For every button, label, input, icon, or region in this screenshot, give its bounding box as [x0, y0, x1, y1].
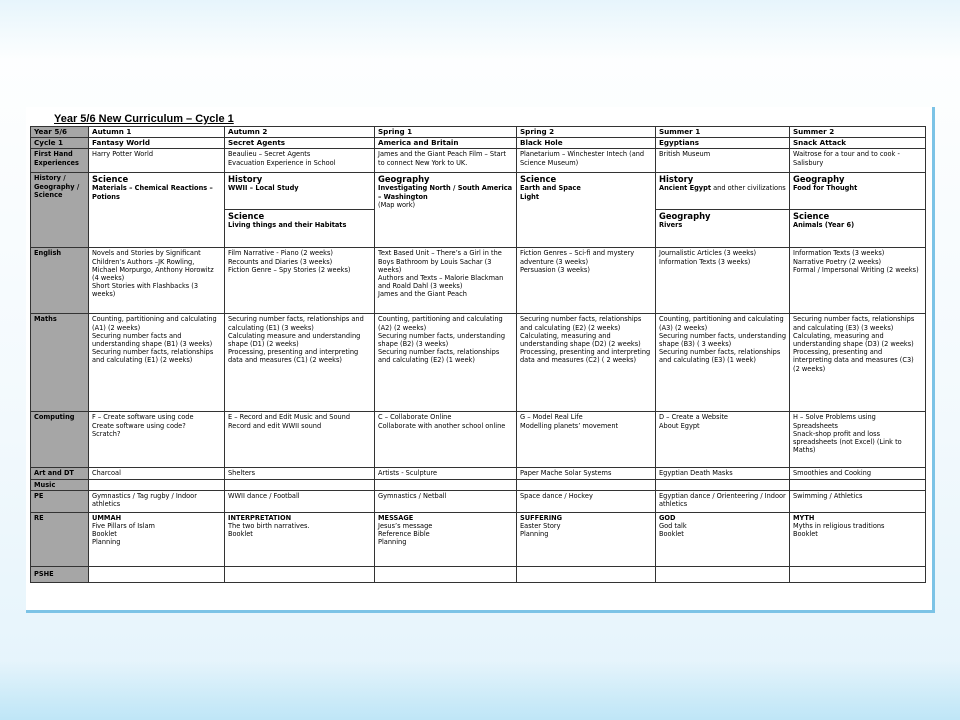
- art-cell: Smoothies and Cooking: [790, 468, 926, 479]
- term-spring-2: Spring 2: [517, 127, 656, 138]
- topic-cell: Secret Agents: [225, 138, 375, 149]
- row-label: Art and DT: [31, 468, 89, 479]
- subject-heading: Science: [520, 174, 557, 185]
- computing-cell: H – Solve Problems using Spreadsheets Snack-shop profit and loss spreadsheets (not Excel) (Link to Maths): [790, 412, 926, 468]
- re-heading: SUFFERING: [520, 513, 563, 522]
- pe-cell: Egyptian dance / Orienteering / Indoor athletics: [656, 490, 790, 512]
- music-cell: [375, 479, 517, 490]
- art-cell: Charcoal: [89, 468, 225, 479]
- hgs-cell-summer-1b: [656, 210, 790, 248]
- art-cell: Artists - Sculpture: [375, 468, 517, 479]
- computing-cell: F – Create software using code Create software using code? Scratch?: [89, 412, 225, 468]
- computing-cell: C – Collaborate Online Collaborate with another school online: [375, 412, 517, 468]
- first-hand-cell: James and the Giant Peach Film – Start to connect New York to UK.: [375, 149, 517, 173]
- subject-topic: Animals (Year 6): [793, 221, 855, 230]
- english-cell: Text Based Unit – There’s a Girl in the Boys Bathroom by Louis Sachar (3 weeks) Authors and Texts – Malorie Blackman and Roald Dahl (3 weeks) James and the Giant Peach: [375, 248, 517, 314]
- pshe-cell: [375, 566, 517, 582]
- pshe-row: [31, 566, 926, 582]
- re-heading: GOD: [659, 513, 676, 522]
- header-row: [31, 127, 926, 138]
- re-cell: [517, 512, 656, 566]
- computing-row: [31, 412, 926, 468]
- english-cell: Journalistic Articles (3 weeks) Information Texts (3 weeks): [656, 248, 790, 314]
- music-cell: [89, 479, 225, 490]
- topic-cell: America and Britain: [375, 138, 517, 149]
- art-cell: Egyptian Death Masks: [656, 468, 790, 479]
- subject-topic: Food for Thought: [793, 184, 858, 193]
- re-cell: [790, 512, 926, 566]
- first-hand-row: [31, 149, 926, 173]
- first-hand-cell: British Museum: [656, 149, 790, 173]
- hgs-row-1: [31, 173, 926, 210]
- pe-cell: WWII dance / Football: [225, 490, 375, 512]
- document-title: Year 5/6 New Curriculum – Cycle 1: [54, 113, 234, 125]
- music-cell: [790, 479, 926, 490]
- maths-row: [31, 314, 926, 412]
- re-text: Jesus’s message Reference Bible Planning: [378, 522, 433, 547]
- topic-cell: Fantasy World: [89, 138, 225, 149]
- first-hand-cell: Harry Potter World: [89, 149, 225, 173]
- subject-topic: Ancient Egypt: [659, 184, 711, 193]
- maths-cell: Securing number facts, relationships and calculating (E1) (3 weeks) Calculating measure and understanding shape (D1) (2 weeks) Processing, presenting and interpreting data and measures (C1) (2 weeks): [225, 314, 375, 412]
- pshe-cell: [517, 566, 656, 582]
- art-cell: Shelters: [225, 468, 375, 479]
- subject-topic: Materials – Chemical Reactions – Potions: [92, 184, 213, 201]
- subject-note: (Map work): [378, 200, 416, 209]
- topic-cell: Snack Attack: [790, 138, 926, 149]
- re-heading: MESSAGE: [378, 513, 414, 522]
- pe-cell: Gymnastics / Tag rugby / Indoor athletics: [89, 490, 225, 512]
- subject-heading: Geography: [793, 174, 845, 185]
- row-label: Maths: [31, 314, 89, 412]
- row-label: English: [31, 248, 89, 314]
- subject-topic: Earth and Space Light: [520, 184, 581, 201]
- topic-cell: Egyptians: [656, 138, 790, 149]
- subject-topic: Living things and their Habitats: [228, 221, 347, 230]
- english-cell: Fiction Genres – Sci-fi and mystery adventure (3 weeks) Persuasion (3 weeks): [517, 248, 656, 314]
- computing-cell: E – Record and Edit Music and Sound Record and edit WWII sound: [225, 412, 375, 468]
- music-cell: [225, 479, 375, 490]
- hgs-cell-summer-1: [656, 173, 790, 210]
- music-cell: [517, 479, 656, 490]
- subject-heading: History: [228, 174, 263, 185]
- subject-heading: Geography: [659, 211, 711, 222]
- row-label: RE: [31, 512, 89, 566]
- english-cell: Information Texts (3 weeks) Narrative Poetry (2 weeks) Formal / Impersonal Writing (2 weeks): [790, 248, 926, 314]
- pshe-cell: [656, 566, 790, 582]
- pshe-cell: [790, 566, 926, 582]
- english-cell: Film Narrative - Piano (2 weeks) Recounts and Diaries (3 weeks) Fiction Genre – Spy Stories (2 weeks): [225, 248, 375, 314]
- background-bottom-wave: [0, 660, 960, 720]
- hgs-cell-spring-1: [375, 173, 517, 248]
- topic-row: [31, 138, 926, 149]
- hgs-cell-autumn-1: [89, 173, 225, 248]
- subject-heading: Science: [92, 174, 129, 185]
- first-hand-cell: Waitrose for a tour and to cook - Salisbury: [790, 149, 926, 173]
- subject-topic: Rivers: [659, 221, 683, 230]
- re-cell: [375, 512, 517, 566]
- re-text: Easter Story Planning: [520, 522, 561, 539]
- row-label: Music: [31, 479, 89, 490]
- hgs-cell-autumn-2b: [225, 210, 375, 248]
- maths-cell: Counting, partitioning and calculating (A3) (2 weeks) Securing number facts, understanding shape (B3) ( 3 weeks) Securing number facts, relationships and calculating (E3) (1 week): [656, 314, 790, 412]
- hgs-cell-summer-2b: [790, 210, 926, 248]
- pe-cell: Swimming / Athletics: [790, 490, 926, 512]
- first-hand-cell: Planetarium – Winchester Intech (and Science Museum): [517, 149, 656, 173]
- row-label: Computing: [31, 412, 89, 468]
- hgs-cell-autumn-2: [225, 173, 375, 210]
- year-label: Year 5/6: [31, 127, 89, 138]
- maths-cell: Counting, partitioning and calculating (A2) (2 weeks) Securing number facts, understanding shape (B2) (3 weeks) Securing number facts, relationships and calculating (E2) (1 week): [375, 314, 517, 412]
- re-cell: [225, 512, 375, 566]
- maths-cell: Securing number facts, relationships and calculating (E2) (2 weeks) Calculating, measuring and understanding shape (D2) (2 weeks) Processing, presenting and interpreting data and measures (C2) ( 2 weeks): [517, 314, 656, 412]
- subject-heading: Science: [793, 211, 830, 222]
- re-heading: INTERPRETATION: [228, 513, 292, 522]
- computing-cell: D – Create a Website About Egypt: [656, 412, 790, 468]
- pe-row: [31, 490, 926, 512]
- re-cell: [89, 512, 225, 566]
- pe-cell: Gymnastics / Netball: [375, 490, 517, 512]
- background-top-wave: [0, 0, 960, 60]
- term-spring-1: Spring 1: [375, 127, 517, 138]
- topic-cell: Black Hole: [517, 138, 656, 149]
- art-cell: Paper Mache Solar Systems: [517, 468, 656, 479]
- term-summer-1: Summer 1: [656, 127, 790, 138]
- curriculum-slide: [26, 107, 935, 613]
- cycle-label: Cycle 1: [31, 138, 89, 149]
- pshe-cell: [89, 566, 225, 582]
- re-cell: [656, 512, 790, 566]
- subject-heading: Geography: [378, 174, 430, 185]
- row-label: PSHE: [31, 566, 89, 582]
- first-hand-cell: Beaulieu – Secret Agents Evacuation Experience in School: [225, 149, 375, 173]
- english-cell: Novels and Stories by Significant Children’s Authors –JK Rowling, Michael Morpurgo, Anthony Horowitz (4 weeks) Short Stories with Flashbacks (3 weeks): [89, 248, 225, 314]
- re-text: Myths in religious traditions Booklet: [793, 522, 885, 539]
- maths-cell: Counting, partitioning and calculating (A1) (2 weeks) Securing number facts and understanding shape (B1) (3 weeks) Securing number facts, relationships and calculating (E1) (2 weeks): [89, 314, 225, 412]
- subject-topic: WWII – Local Study: [228, 184, 299, 193]
- pe-cell: Space dance / Hockey: [517, 490, 656, 512]
- re-row: [31, 512, 926, 566]
- art-row: [31, 468, 926, 479]
- re-heading: MYTH: [793, 513, 815, 522]
- term-summer-2: Summer 2: [790, 127, 926, 138]
- term-autumn-2: Autumn 2: [225, 127, 375, 138]
- curriculum-table: [30, 126, 926, 583]
- row-label: PE: [31, 490, 89, 512]
- re-text: Five Pillars of Islam Booklet Planning: [92, 522, 155, 547]
- english-row: [31, 248, 926, 314]
- music-row: [31, 479, 926, 490]
- term-autumn-1: Autumn 1: [89, 127, 225, 138]
- re-text: God talk Booklet: [659, 522, 687, 539]
- maths-cell: Securing number facts, relationships and calculating (E3) (3 weeks) Calculating, measuring and understanding shape (D3) (2 weeks) Processing, presenting and interpreting data and measures (C3) (2 weeks): [790, 314, 926, 412]
- pshe-cell: [225, 566, 375, 582]
- subject-heading: History: [659, 174, 694, 185]
- re-text: The two birth narratives. Booklet: [228, 522, 310, 539]
- computing-cell: G – Model Real Life Modelling planets’ movement: [517, 412, 656, 468]
- hgs-cell-summer-2: [790, 173, 926, 210]
- row-label: History / Geography / Science: [31, 173, 89, 248]
- row-label: First Hand Experiences: [31, 149, 89, 173]
- subject-topic: Investigating North / South America – Washington: [378, 184, 513, 201]
- subject-note: and other civilizations: [713, 184, 786, 193]
- re-heading: UMMAH: [92, 513, 122, 522]
- music-cell: [656, 479, 790, 490]
- subject-heading: Science: [228, 211, 265, 222]
- hgs-cell-spring-2: [517, 173, 656, 248]
